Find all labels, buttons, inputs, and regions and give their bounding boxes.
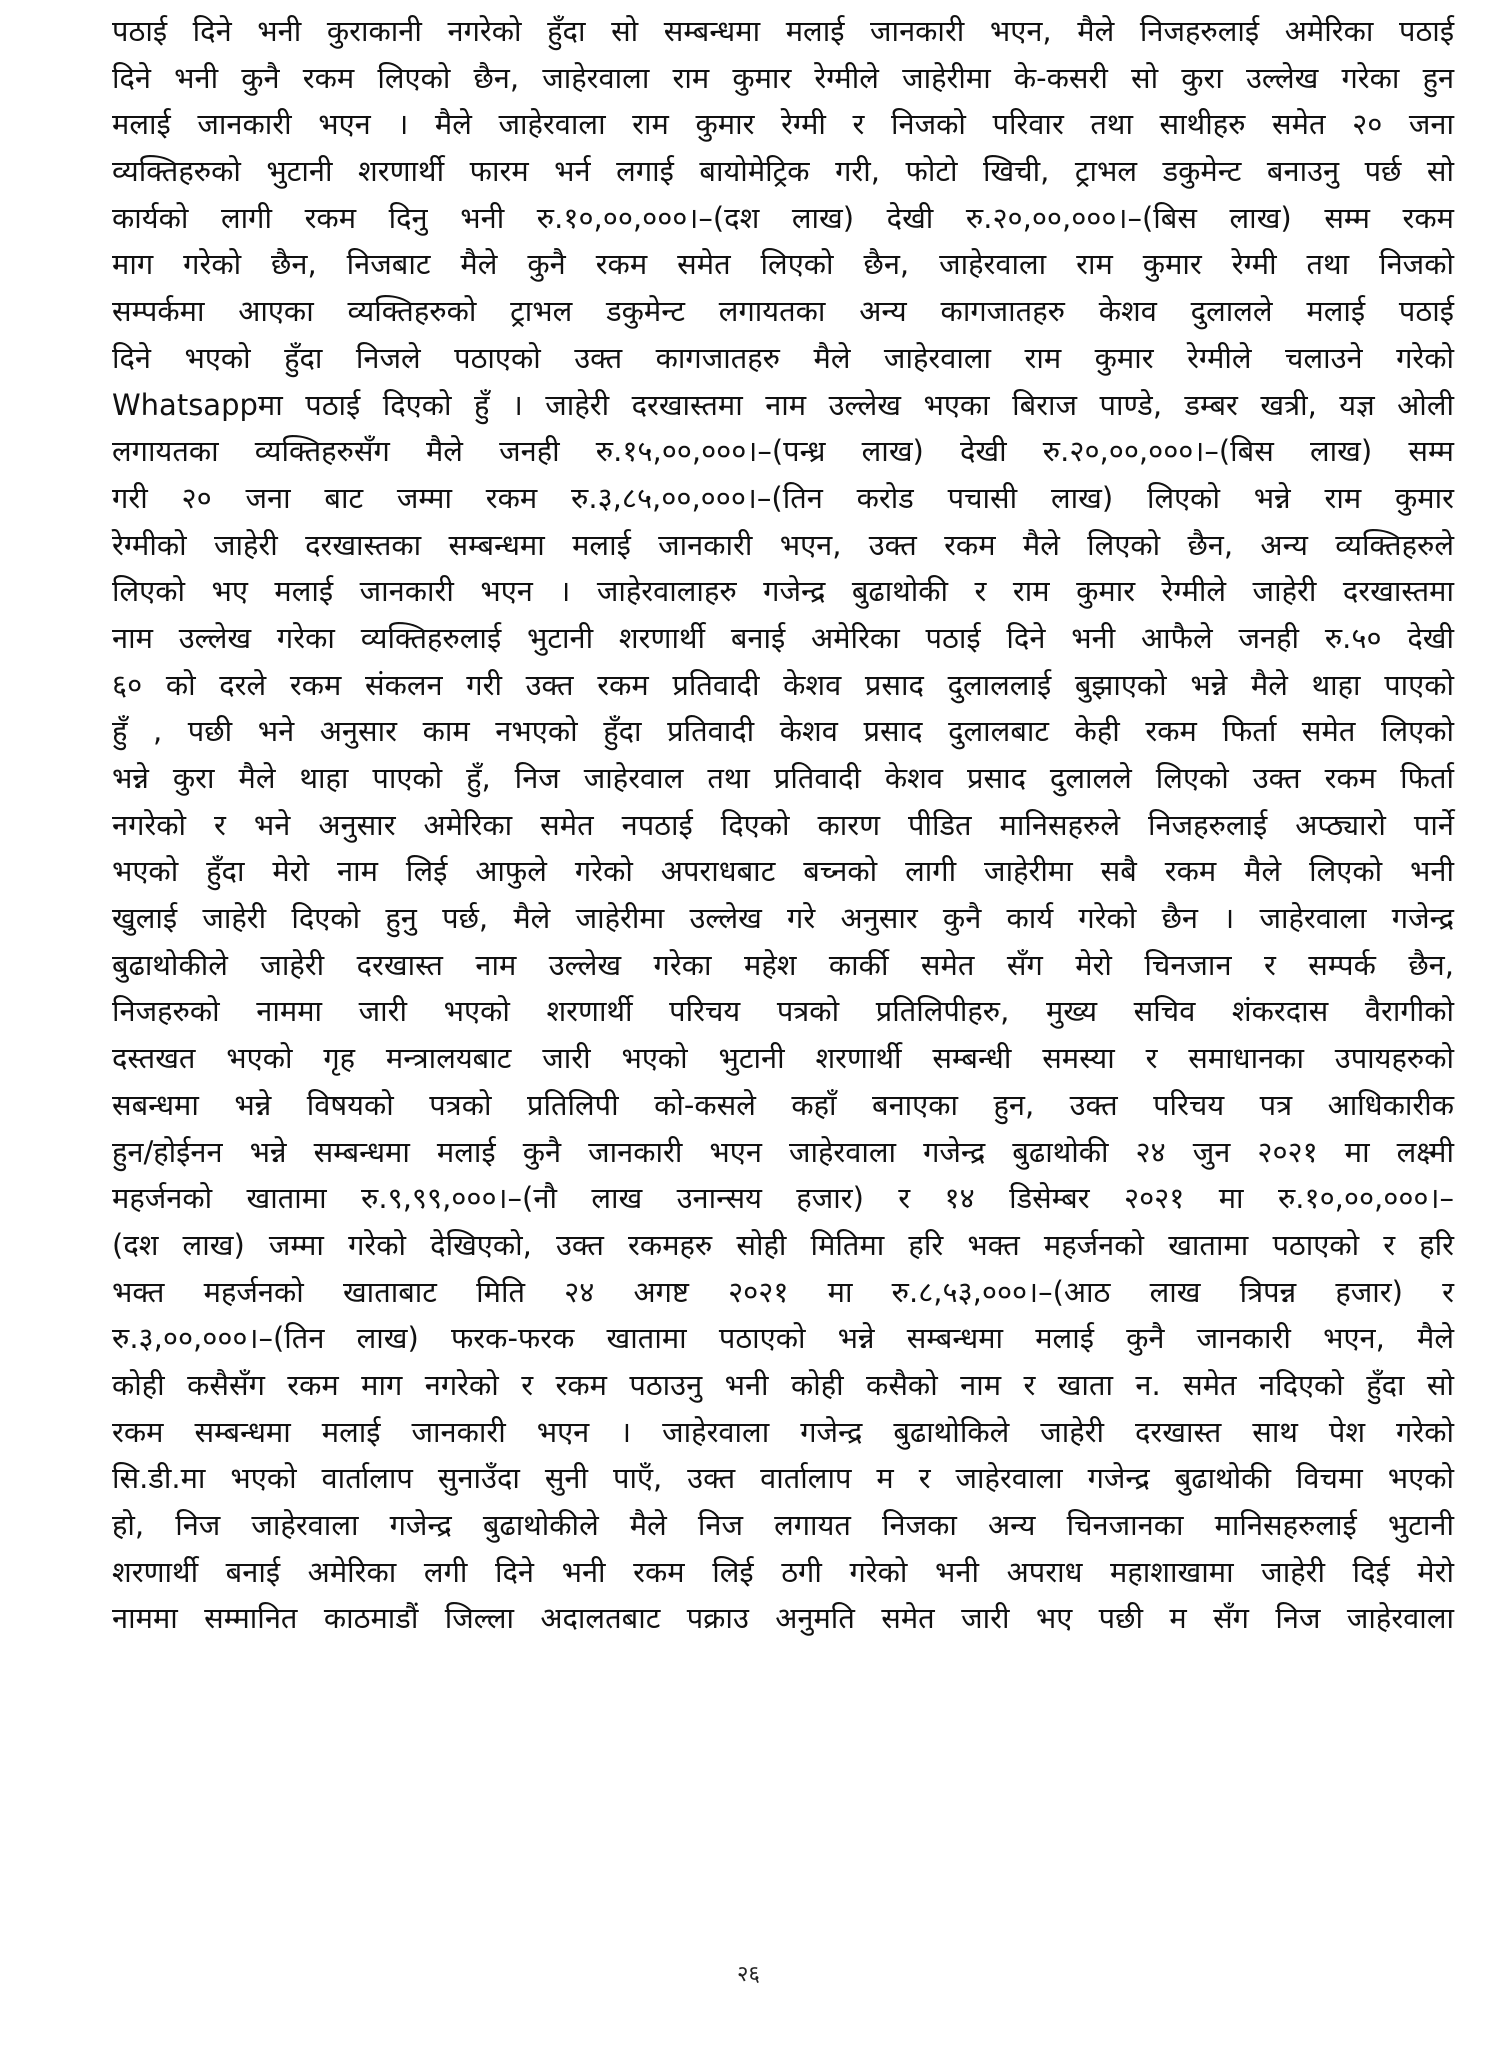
text-line: व्यक्तिहरुको भुटानी शरणार्थी फारम भर्न लगाई बायोमेट्रिक गरी, फोटो खिची, ट्राभल डकुमेन्ट बनाउनु पर्छ सो [112,154,1455,189]
text-line: दिने भनी कुनै रकम लिएको छैन, जाहेरवाला राम कुमार रेग्मीले जाहेरीमा के-कसरी सो कुरा उल्लेख गरेका हुन [112,60,1455,95]
text-line: भन्ने कुरा मैले थाहा पाएको हुँ, निज जाहेरवाल तथा प्रतिवादी केशव प्रसाद दुलालले लिएको उक्त रकम फिर्ता [112,761,1455,795]
text-line: रकम सम्बन्धमा मलाई जानकारी भएन । जाहेरवाला गजेन्द्र बुढाथोकिले जाहेरी दरखास्त साथ पेश गरेको [112,1414,1455,1449]
text-line: सम्पर्कमा आएका व्यक्तिहरुको ट्राभल डकुमेन्ट लगायतका अन्य कागजातहरु केशव दुलालले मलाई पठाई [112,294,1454,329]
page-number: २६ [737,1962,760,1987]
text-line: माग गरेको छैन, निजबाट मैले कुनै रकम समेत लिएको छैन, जाहेरवाला राम कुमार रेग्मी तथा निजको [112,247,1454,282]
text-line: कार्यको लागी रकम दिनु भनी रु.१०,००,०००।–(दश लाख) देखी रु.२०,००,०००।–(बिस लाख) सम्म रकम [112,200,1455,235]
text-line: बुढाथोकीले जाहेरी दरखास्त नाम उल्लेख गरेका महेश कार्की समेत सँग मेरो चिनजान र सम्पर्क छैन, [112,947,1454,982]
document-body [112,8,1454,1642]
text-line: भएको हुँदा मेरो नाम लिई आफुले गरेको अपराधबाट बच्नको लागी जाहेरीमा सबै रकम मैले लिएको भनी [112,854,1455,889]
text-line: निजहरुको नाममा जारी भएको शरणार्थी परिचय पत्रको प्रतिलिपीहरु, मुख्य सचिव शंकरदास वैरागीको [112,994,1455,1029]
text-line: रु.३,००,०००।–(तिन लाख) फरक-फरक खातामा पठाएको भन्ने सम्बन्धमा मलाई कुनै जानकारी भएन, मैले [112,1321,1454,1356]
text-line: (दश लाख) जम्मा गरेको देखिएको, उक्त रकमहरु सोही मितिमा हरि भक्त महर्जनको खातामा पठाएको र हरि [112,1227,1454,1262]
text-line: नगरेको र भने अनुसार अमेरिका समेत नपठाई दिएको कारण पीडित मानिसहरुले निजहरुलाई अप्ठ्यारो पार्ने [112,807,1454,842]
text-line: मलाई जानकारी भएन । मैले जाहेरवाला राम कुमार रेग्मी र निजको परिवार तथा साथीहरु समेत २० जना [112,107,1454,142]
text-line: सबन्धमा भन्ने विषयको पत्रको प्रतिलिपी को-कसले कहाँ बनाएका हुन, उक्त परिचय पत्र आधिकारीक [112,1087,1454,1122]
text-line: हुन/होईनन भन्ने सम्बन्धमा मलाई कुनै जानकारी भएन जाहेरवाला गजेन्द्र बुढाथोकी २४ जुन २०२१ मा लक्ष्मी [112,1134,1455,1169]
text-line: लिएको भए मलाई जानकारी भएन । जाहेरवालाहरु गजेन्द्र बुढाथोकी र राम कुमार रेग्मीले जाहेरी दरखास्तमा [112,574,1454,609]
text-line: खुलाई जाहेरी दिएको हुनु पर्छ, मैले जाहेरीमा उल्लेख गरे अनुसार कुनै कार्य गरेको छैन । जाहेरवाला गजेन्द्र [112,901,1454,936]
text-line: नाममा सम्मानित काठमाडौं जिल्ला अदालतबाट पक्राउ अनुमति समेत जारी भए पछी म सँग निज जाहेरवाला [112,1601,1454,1636]
text-line: भक्त महर्जनको खाताबाट मिति २४ अगष्ट २०२१ मा रु.८,५३,०००।–(आठ लाख त्रिपन्न हजार) र [112,1274,1454,1309]
text-line: सि.डी.मा भएको वार्तालाप सुनाउँदा सुनी पाएँ, उक्त वार्तालाप म र जाहेरवाला गजेन्द्र बुढाथोकी विचमा भएको [112,1461,1454,1496]
text-line: हुँ , पछी भने अनुसार काम नभएको हुँदा प्रतिवादी केशव प्रसाद दुलालबाट केही रकम फिर्ता समेत लिएको [112,714,1454,749]
text-line: महर्जनको खातामा रु.९,९९,०००।–(नौ लाख उनान्सय हजार) र १४ डिसेम्बर २०२१ मा रु.१०,००,०००।– [112,1181,1455,1216]
text-line: दस्तखत भएको गृह मन्त्रालयबाट जारी भएको भुटानी शरणार्थी सम्बन्धी समस्या र समाधानका उपायहरुको [112,1041,1455,1076]
text-line: पठाई दिने भनी कुराकानी नगरेको हुँदा सो सम्बन्धमा मलाई जानकारी भएन, मैले निजहरुलाई अमेरिका पठाई [112,14,1455,48]
text-line: Whatsappमा पठाई दिएको हुँ । जाहेरी दरखास्तमा नाम उल्लेख भएका बिराज पाण्डे, डम्बर खत्री, यज्ञ ओली [112,387,1454,422]
text-line: दिने भएको हुँदा निजले पठाएको उक्त कागजातहरु मैले जाहेरवाला राम कुमार रेग्मीले चलाउने गरेको [112,340,1455,375]
text-line: लगायतका व्यक्तिहरुसँग मैले जनही रु.१५,००,०००।–(पन्ध्र लाख) देखी रु.२०,००,०००।–(बिस लाख) सम्म [112,434,1454,469]
text-line: हो, निज जाहेरवाला गजेन्द्र बुढाथोकीले मैले निज लगायत निजका अन्य चिनजानका मानिसहरुलाई भुटानी [112,1508,1454,1542]
text-line: गरी २० जना बाट जम्मा रकम रु.३,८५,००,०००।–(तिन करोड पचासी लाख) लिएको भन्ने राम कुमार [112,480,1454,515]
text-line: रेग्मीको जाहेरी दरखास्तका सम्बन्धमा मलाई जानकारी भएन, उक्त रकम मैले लिएको छैन, अन्य व्यक्तिहरुले [112,527,1454,562]
text-line: नाम उल्लेख गरेका व्यक्तिहरुलाई भुटानी शरणार्थी बनाई अमेरिका पठाई दिने भनी आफैले जनही रु.५० देखी [112,620,1454,655]
text-line: कोही कसैसँग रकम माग नगरेको र रकम पठाउनु भनी कोही कसैको नाम र खाता न. समेत नदिएको हुँदा सो [112,1367,1455,1402]
text-line: शरणार्थी बनाई अमेरिका लगी दिने भनी रकम लिई ठगी गरेको भनी अपराध महाशाखामा जाहेरी दिई मेरो [112,1554,1454,1589]
text-line: ६० को दरले रकम संकलन गरी उक्त रकम प्रतिवादी केशव प्रसाद दुलाललाई बुझाएको भन्ने मैले थाहा पाएको [112,667,1455,702]
